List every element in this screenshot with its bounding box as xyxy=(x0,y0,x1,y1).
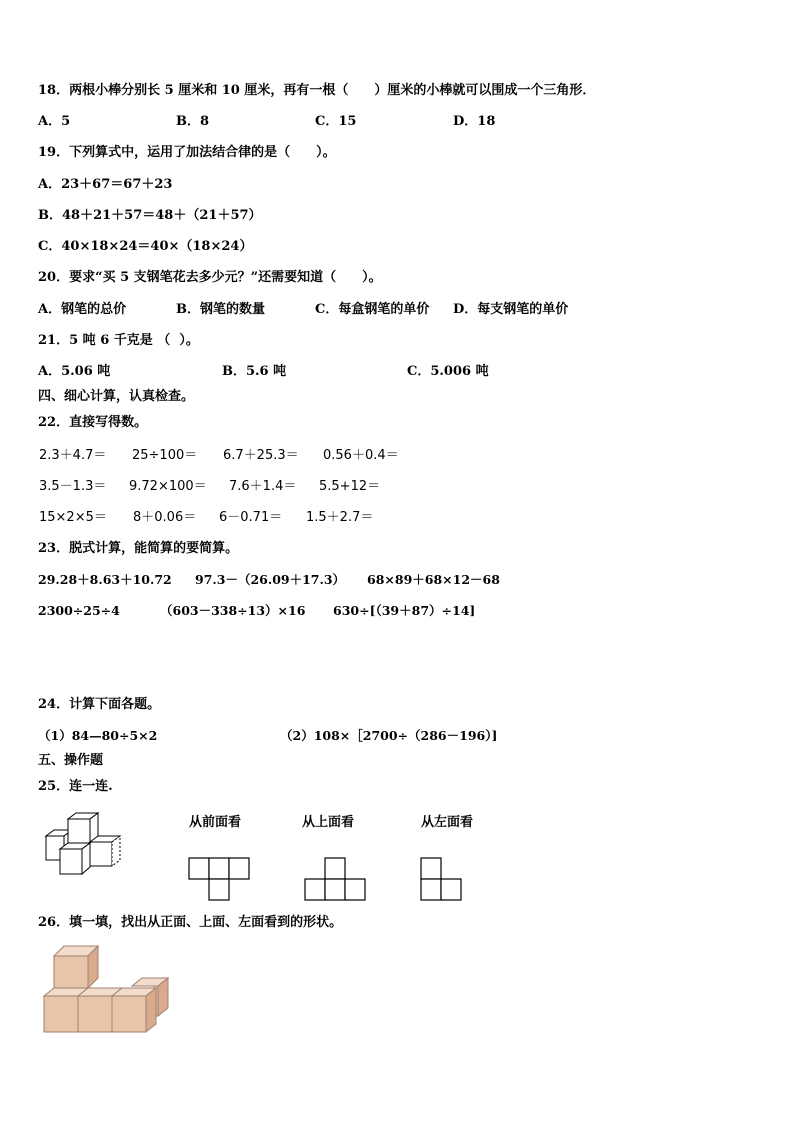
q22-calc: 9.72×100＝ xyxy=(129,479,207,494)
q23-expression: 97.3－（26.09＋17.3） xyxy=(195,572,346,587)
q18-option-a: A．5 xyxy=(38,114,71,129)
q20-stem: 20．要求“买 5 支钢笔花去多少元？”还需要知道（ ）。 xyxy=(38,270,382,285)
q22-calc: 3.5－1.3＝ xyxy=(39,479,107,494)
q22-calc: 1.5＋2.7＝ xyxy=(306,510,374,525)
q21-option-a: A．5.06 吨 xyxy=(38,364,111,379)
q22-calc: 7.6＋1.4＝ xyxy=(229,479,297,494)
q18-option-b: B．8 xyxy=(176,114,210,129)
q21-stem: 21．5 吨 6 千克是 （ ）。 xyxy=(38,333,199,348)
q22-calc: 2.3＋4.7＝ xyxy=(39,448,107,463)
q22-calc: 6.7＋25.3＝ xyxy=(223,448,299,463)
q19-option-b: B．48＋21＋57＝48＋（21＋57） xyxy=(38,208,262,223)
section-5-title: 五、操作题 xyxy=(38,753,104,768)
q22-stem: 22．直接写得数。 xyxy=(38,415,148,430)
q25-view-shape-inverted-t xyxy=(304,857,366,901)
q23-expression: 29.28＋8.63＋10.72 xyxy=(38,572,172,587)
q21-option-b: B．5.6 吨 xyxy=(222,364,287,379)
q25-stem: 25．连一连. xyxy=(38,779,113,794)
q25-cube-stack-figure xyxy=(42,812,134,882)
q25-view-shape-l xyxy=(420,857,464,901)
q22-calc: 0.56＋0.4＝ xyxy=(323,448,399,463)
q20-option-b: B．钢笔的数量 xyxy=(176,302,265,317)
q26-stem: 26．填一填，找出从正面、上面、左面看到的形状。 xyxy=(38,915,343,930)
q22-calc: 5.5+12＝ xyxy=(319,479,381,494)
q23-expression: （603－338÷13）×16 xyxy=(160,603,306,618)
q19-option-a: A．23＋67＝67＋23 xyxy=(38,177,173,192)
q20-option-c: C．每盒钢笔的单价 xyxy=(315,302,430,317)
q26-colored-cube-stack-figure xyxy=(42,944,170,1036)
q18-stem: 18．两根小棒分别长 5 厘米和 10 厘米，再有一根（ ）厘米的小棒就可以围成一个三角形． xyxy=(38,83,596,98)
q23-stem: 23．脱式计算，能简算的要简算。 xyxy=(38,541,239,556)
q20-option-d: D．每支钢笔的单价 xyxy=(453,302,569,317)
q24-stem: 24．计算下面各题。 xyxy=(38,697,161,712)
q21-option-c: C．5.006 吨 xyxy=(407,364,489,379)
q20-option-a: A．钢笔的总价 xyxy=(38,302,127,317)
q18-option-c: C．15 xyxy=(315,114,357,129)
q24-item-2: （2）108×［2700÷（286－196）] xyxy=(280,728,498,743)
q22-calc: 25÷100＝ xyxy=(132,448,198,463)
q18-option-d: D．18 xyxy=(453,114,496,129)
section-4-title: 四、细心计算，认真检查。 xyxy=(38,389,195,404)
q25-view-shape-t xyxy=(188,857,250,901)
q19-option-c: C．40×18×24＝40×（18×24） xyxy=(38,239,253,254)
q25-view-label-top: 从上面看 xyxy=(302,815,355,830)
q22-calc: 15×2×5＝ xyxy=(39,510,107,525)
q25-view-label-left: 从左面看 xyxy=(421,815,474,830)
q22-calc: 6－0.71＝ xyxy=(219,510,283,525)
q19-stem: 19．下列算式中，运用了加法结合律的是（ ）。 xyxy=(38,145,336,160)
q23-expression: 68×89＋68×12－68 xyxy=(367,572,500,587)
q22-calc: 8＋0.06＝ xyxy=(133,510,197,525)
q23-expression: 630÷[（39＋87）÷14] xyxy=(333,603,476,618)
q24-item-1: （1）84—80÷5×2 xyxy=(38,728,158,743)
q25-view-label-front: 从前面看 xyxy=(189,815,242,830)
q23-expression: 2300÷25÷4 xyxy=(38,603,120,618)
